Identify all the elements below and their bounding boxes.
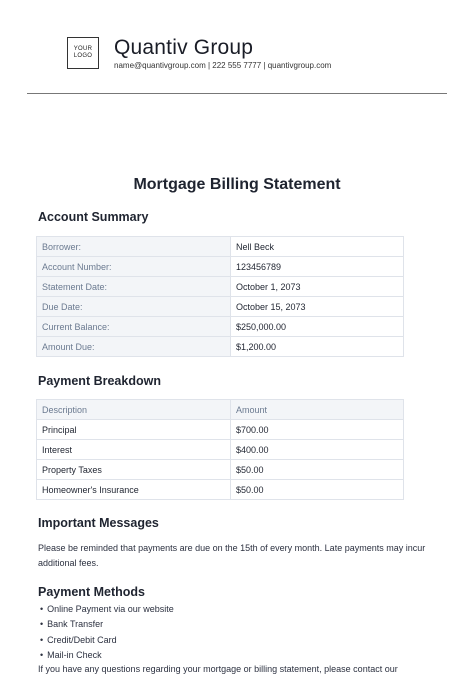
row-label: Borrower: [37,237,231,257]
table-row [37,440,404,460]
footer-note: If you have any questions regarding your mortgage or billing statement, please contact our [38,664,398,674]
table-row [37,337,404,357]
account-summary-table [36,236,404,357]
row-amount: $50.00 [231,460,404,480]
table-row [37,297,404,317]
important-messages-text: Please be reminded that payments are due on the 15th of every month. Late payments may incur additional fees. [38,543,426,568]
list-item: • Online Payment via our website [40,602,174,617]
table-row [37,257,404,277]
table-row [37,480,404,500]
company-logo [67,37,99,69]
payment-methods-heading: Payment Methods [38,585,145,599]
row-value: October 1, 2073 [231,277,404,297]
column-header-amount: Amount [231,400,404,420]
row-amount: $50.00 [231,480,404,500]
row-label: Account Number: [37,257,231,277]
logo-text-line2: LOGO [73,53,93,59]
row-description: Interest [37,440,231,460]
row-label: Statement Date: [37,277,231,297]
table-row [37,460,404,480]
list-item: • Mail-in Check [40,648,174,663]
row-value: 123456789 [231,257,404,277]
row-label: Current Balance: [37,317,231,337]
row-amount: $700.00 [231,420,404,440]
row-description: Principal [37,420,231,440]
table-row [37,317,404,337]
list-item: • Credit/Debit Card [40,633,174,648]
important-messages-heading: Important Messages [38,516,159,530]
row-description: Property Taxes [37,460,231,480]
account-summary-heading: Account Summary [38,210,149,224]
row-amount: $400.00 [231,440,404,460]
table-header-row [37,400,404,420]
column-header-description: Description [37,400,231,420]
company-contact: name@quantivgroup.com | 222 555 7777 | quantivgroup.com [114,61,332,70]
payment-methods-list [40,602,174,663]
row-description: Homeowner's Insurance [37,480,231,500]
payment-breakdown-table [36,399,404,500]
row-value: $250,000.00 [231,317,404,337]
list-item: • Bank Transfer [40,617,174,632]
logo-text-line1: YOUR [73,46,93,52]
payment-breakdown-heading: Payment Breakdown [38,374,161,388]
row-value: Nell Beck [231,237,404,257]
row-label: Amount Due: [37,337,231,357]
row-value: October 15, 2073 [231,297,404,317]
table-row [37,237,404,257]
document-title: Mortgage Billing Statement [133,176,341,193]
row-label: Due Date: [37,297,231,317]
table-row [37,277,404,297]
table-row [37,420,404,440]
company-name: Quantiv Group [114,36,254,59]
row-value: $1,200.00 [231,337,404,357]
header-divider [27,93,447,94]
